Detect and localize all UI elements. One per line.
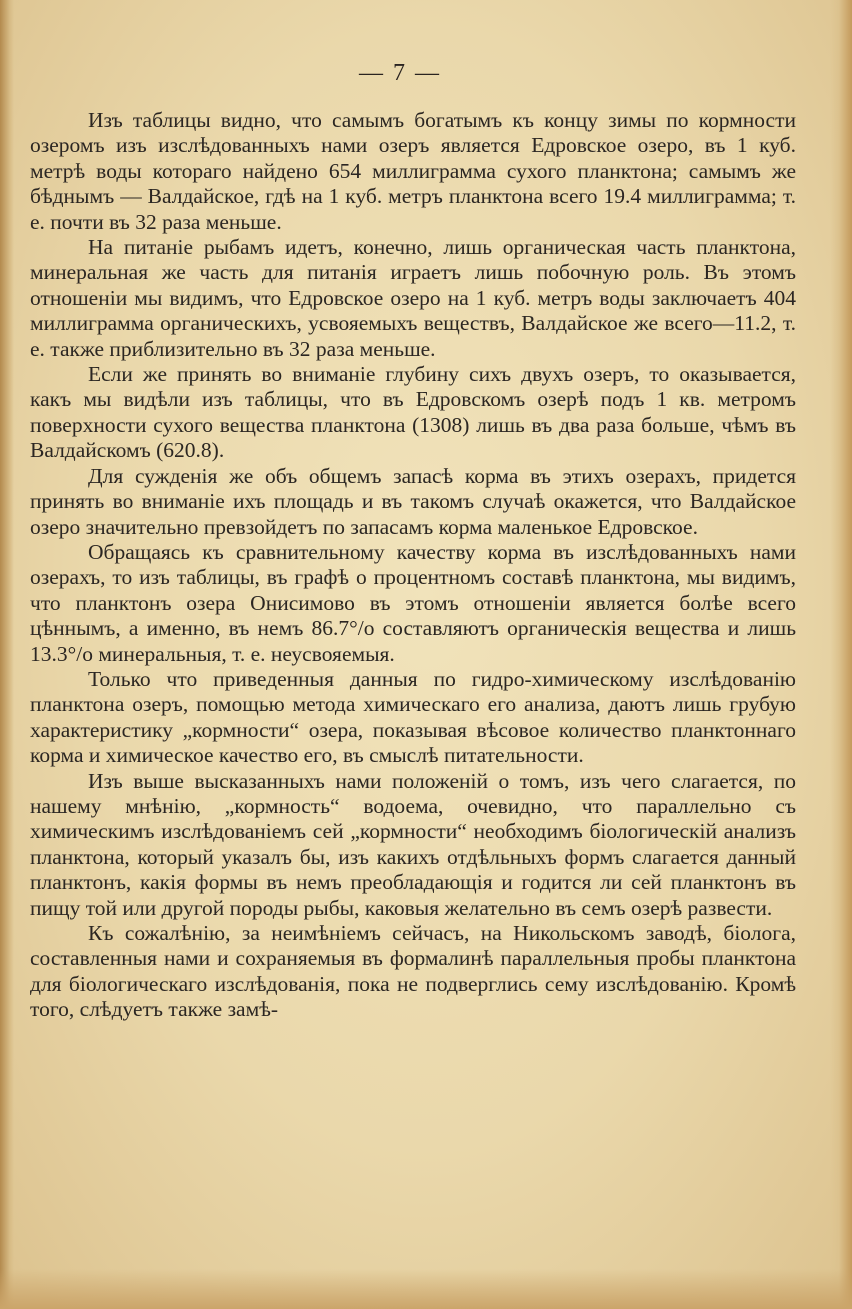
paragraph: На питаніе рыбамъ идетъ, конечно, лишь органическая часть планктона, минеральная же часть для питанія играетъ лишь побочную роль. Въ этомъ отношеніи мы видимъ, что Едровское озеро на 1 куб. метръ воды заключаетъ 404 миллиграмма органическихъ, усвояемыхъ веществъ, Валдайское же всего—11.2, т. е. также приблизительно въ 32 раза меньше. (30, 235, 796, 361)
page-bottom-edge (0, 1269, 852, 1309)
paragraph: Если же принять во вниманіе глубину сихъ двухъ озеръ, то оказывается, какъ мы видѣли изъ таблицы, что въ Едровскомъ озерѣ подъ 1 кв. метромъ поверхности сухого вещества планктона (1308) лишь въ два раза больше, чѣмъ въ Валдайскомъ (620.8). (30, 362, 796, 463)
paragraph: Только что приведенныя данныя по гидро-химическому изслѣдованію планктона озеръ, помощью метода химическаго его анализа, даютъ лишь грубую характеристику „кормности“ озера, показывая вѣсовое количество планктоннаго корма и химическое качество его, въ смыслѣ питательности. (30, 666, 796, 768)
paragraph: Обращаясь къ сравнительному качеству корма въ изслѣдованныхъ нами озерахъ, то изъ таблицы, въ графѣ о процентномъ составѣ планктона, мы видимъ, что планктонъ озера Онисимово въ этомъ отношеніи является болѣе всего цѣннымъ, а именно, въ немъ 86.7°/о составляютъ органическія вещества и лишь 13.3°/о минеральныя, т. е. неусвояемыя. (30, 539, 796, 666)
page-right-edge (830, 0, 852, 1309)
page-left-edge (0, 0, 14, 1309)
body-text (30, 108, 796, 1023)
paragraph: Къ сожалѣнію, за неимѣніемъ сейчасъ, на Никольскомъ заводѣ, біолога, составленныя нами и сохраняемыя въ формалинѣ параллельныя пробы планктона для біологическаго изслѣдованія, пока не подверглись сему изслѣдованію. Кромѣ того, слѣдуетъ также замѣ- (30, 921, 796, 1022)
paragraph: Изъ таблицы видно, что самымъ богатымъ къ концу зимы по кормности озеромъ изъ изслѣдованныхъ нами озеръ является Едровское озеро, въ 1 куб. метрѣ воды котораго найдено 654 миллиграмма сухого планктона; самымъ же бѣднымъ — Валдайское, гдѣ на 1 куб. метръ планктона всего 19.4 миллиграмма; т. е. почти въ 32 раза меньше. (30, 108, 796, 234)
paragraph: Для сужденія же объ общемъ запасѣ корма въ этихъ озерахъ, придется принять во вниманіе ихъ площадь и въ такомъ случаѣ окажется, что Валдайское озеро значительно превзойдетъ по запасамъ корма маленькое Едровское. (30, 463, 796, 539)
paragraph: Изъ выше высказанныхъ нами положеній о томъ, изъ чего слагается, по нашему мнѣнію, „кормность“ водоема, очевидно, что параллельно съ химическимъ изслѣдованіемъ сей „кормности“ необходимъ біологическій анализъ планктона, который указалъ бы, изъ какихъ отдѣльныхъ формъ слагается данный планктонъ, какія формы въ немъ преобладающія и годится ли сей планктонъ въ пищу той или другой породы рыбы, каковыя желательно въ семъ озерѣ развести. (30, 768, 796, 920)
page-number: — 7 — (359, 60, 441, 86)
